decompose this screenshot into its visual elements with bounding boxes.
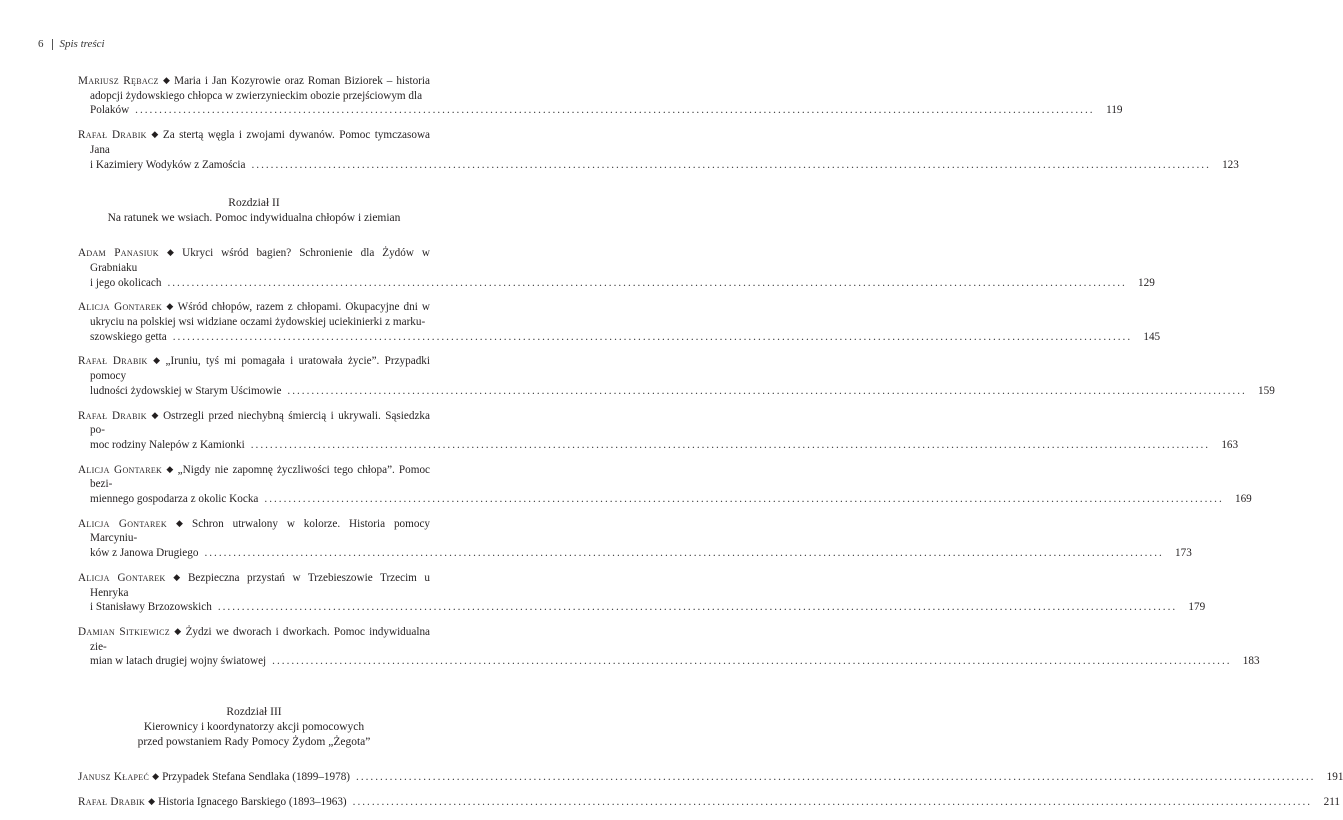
running-header bbox=[38, 38, 105, 51]
toc-entry[interactable] bbox=[78, 74, 1123, 118]
toc-section-3 bbox=[78, 770, 1343, 809]
entry-page-number: 183 bbox=[1242, 655, 1260, 668]
entry-title: Za stertą węgla i zwojami dywanów. Pomoc tymczasowa Jana bbox=[90, 129, 430, 156]
entry-title-end: i Kazimiery Wodyków z Zamościa bbox=[90, 158, 246, 171]
entry-title-end: ludności żydowskiej w Starym Uścimowie bbox=[90, 384, 282, 397]
entry-page-number: 119 bbox=[1106, 104, 1123, 117]
entry-author: Damian Sitkiewicz bbox=[78, 625, 170, 638]
entry-last-line bbox=[90, 546, 1192, 561]
chapter-heading-3 bbox=[78, 705, 430, 750]
diamond-separator-icon: ◆ bbox=[165, 463, 175, 474]
entry-title-end: moc rodziny Nalepów z Kamionki bbox=[90, 438, 245, 451]
entry-page-number: 163 bbox=[1221, 438, 1239, 451]
diamond-separator-icon: ◆ bbox=[149, 129, 160, 140]
diamond-separator-icon: ◆ bbox=[165, 301, 175, 312]
entry-page-number: 129 bbox=[1138, 276, 1155, 289]
dot-leader: ........................................................................................................................................................................................................ bbox=[217, 601, 1178, 614]
dot-leader: ........................................................................................................................................................................................................ bbox=[352, 795, 1313, 808]
page-number: 6 bbox=[38, 38, 44, 50]
entry-page-number: 173 bbox=[1175, 547, 1192, 560]
dot-leader: ........................................................................................................................................................................................................ bbox=[135, 104, 1095, 117]
dot-leader: ........................................................................................................................................................................................................ bbox=[172, 330, 1133, 343]
chapter-title: Na ratunek we wsiach. Pomoc indywidualna chłopów i ziemian bbox=[107, 212, 401, 225]
dot-leader: ........................................................................................................................................................................................................ bbox=[204, 547, 1164, 560]
entry-title-end: Historia Ignacego Barskiego (1893–1963) bbox=[158, 795, 347, 808]
chapter-subtitle: przed powstaniem Rady Pomocy Żydom „Żegota” bbox=[137, 736, 371, 749]
entry-author: Rafał Drabik bbox=[78, 795, 146, 808]
chapter-title: Kierownicy i koordynatorzy akcji pomocowych bbox=[143, 721, 365, 734]
entry-last-line bbox=[90, 438, 1239, 453]
chapter-heading-2 bbox=[78, 196, 430, 226]
toc-entry[interactable] bbox=[78, 795, 1341, 810]
entry-author: Alicja Gontarek bbox=[78, 301, 163, 314]
entry-title: Schron utrwalony w kolorze. Historia pomocy Marcyniu- bbox=[90, 517, 431, 545]
entry-page-number: 123 bbox=[1222, 158, 1239, 171]
dot-leader: ........................................................................................................................................................................................................ bbox=[287, 384, 1247, 397]
entry-last-line bbox=[90, 103, 1123, 118]
running-title: Spis treści bbox=[59, 38, 105, 50]
entry-title: Bezpieczna przystań w Trzebieszowie Trzecim u Henryka bbox=[90, 571, 431, 599]
entry-author: Rafał Drabik bbox=[78, 355, 148, 368]
entry-author: Mariusz Rębacz bbox=[78, 75, 159, 87]
dot-leader: ........................................................................................................................................................................................................ bbox=[272, 655, 1232, 668]
diamond-separator-icon: ◆ bbox=[161, 247, 180, 258]
dot-leader: ........................................................................................................................................................................................................ bbox=[167, 276, 1127, 289]
entry-page-number: 145 bbox=[1143, 330, 1161, 343]
entry-last-line bbox=[90, 492, 1252, 507]
entry-page-number: 211 bbox=[1323, 795, 1341, 808]
entry-title-end: Przypadek Stefana Sendlaka (1899–1978) bbox=[162, 771, 351, 784]
entry-title-end: szowskiego getta bbox=[90, 330, 167, 343]
toc-section-1 bbox=[78, 74, 1239, 172]
entry-author: Alicja Gontarek bbox=[78, 517, 167, 530]
dot-leader: ........................................................................................................................................................................................................ bbox=[251, 158, 1211, 171]
toc-entry[interactable] bbox=[78, 300, 1161, 344]
entry-author: Janusz Kłapeć bbox=[78, 771, 150, 784]
entry-title-end: mian w latach drugiej wojny światowej bbox=[90, 655, 267, 668]
toc-entry[interactable] bbox=[78, 517, 1192, 561]
chapter-label: Rozdział III bbox=[226, 706, 282, 719]
entry-title-end: Polaków bbox=[90, 104, 130, 117]
diamond-separator-icon: ◆ bbox=[169, 517, 190, 528]
dot-leader: ........................................................................................................................................................................................................ bbox=[356, 771, 1316, 784]
toc-entry[interactable] bbox=[78, 571, 1206, 615]
diamond-separator-icon: ◆ bbox=[149, 409, 161, 420]
table-of-contents bbox=[78, 74, 1343, 820]
entry-last-line bbox=[158, 795, 1341, 810]
entry-last-line bbox=[90, 330, 1161, 345]
entry-title: Maria i Jan Kozyrowie oraz Roman Biziorek – historia adopcji żydowskiego chłopca w zwierzynieckim obozie przejściowym dla bbox=[90, 75, 430, 102]
entry-page-number: 191 bbox=[1326, 771, 1343, 784]
entry-title: „Iruniu, tyś mi pomagała i uratowała życie”. Przypadki pomocy bbox=[90, 355, 430, 383]
entry-author: Rafał Drabik bbox=[78, 409, 147, 422]
diamond-separator-icon: ◆ bbox=[172, 625, 183, 636]
entry-title: Żydzi we dworach i dworkach. Pomoc indywidualna zie- bbox=[90, 625, 431, 653]
entry-title-end: i Stanisławy Brzozowskich bbox=[90, 601, 212, 614]
entry-last-line bbox=[90, 276, 1155, 291]
dot-leader: ........................................................................................................................................................................................................ bbox=[264, 493, 1224, 506]
toc-entry[interactable] bbox=[78, 354, 1275, 398]
toc-section-2 bbox=[78, 246, 1275, 669]
entry-author: Alicja Gontarek bbox=[78, 571, 166, 584]
entry-page-number: 179 bbox=[1188, 601, 1206, 614]
entry-last-line bbox=[90, 654, 1260, 669]
diamond-separator-icon: ◆ bbox=[168, 571, 185, 582]
chapter-label: Rozdział II bbox=[228, 197, 280, 210]
entry-title-end: miennego gospodarza z okolic Kocka bbox=[90, 493, 259, 506]
toc-entry[interactable] bbox=[78, 463, 1252, 507]
entry-last-line bbox=[90, 600, 1206, 615]
entry-title: „Nigdy nie zapomnę życzliwości tego chłopa”. Pomoc bezi- bbox=[90, 463, 431, 491]
entry-last-line bbox=[90, 158, 1239, 173]
entry-title: Ukryci wśród bagien? Schronienie dla Żydów w Grabniaku bbox=[90, 247, 430, 274]
entry-title-end: ków z Janowa Drugiego bbox=[90, 547, 199, 560]
toc-entry[interactable] bbox=[78, 625, 1260, 669]
diamond-separator-icon: ◆ bbox=[152, 771, 160, 782]
entry-author: Alicja Gontarek bbox=[78, 463, 163, 476]
toc-entry[interactable] bbox=[78, 128, 1239, 172]
diamond-separator-icon: ◆ bbox=[150, 355, 163, 366]
entry-title: Ostrzegli przed niechybną śmiercią i ukrywali. Sąsiedzka po- bbox=[90, 409, 430, 437]
entry-author: Rafał Drabik bbox=[78, 129, 147, 142]
entry-author: Adam Panasiuk bbox=[78, 247, 159, 260]
toc-entry[interactable] bbox=[78, 409, 1239, 453]
entry-page-number: 159 bbox=[1258, 384, 1275, 397]
toc-entry[interactable] bbox=[78, 246, 1155, 290]
diamond-separator-icon: ◆ bbox=[148, 795, 156, 806]
dot-leader: ........................................................................................................................................................................................................ bbox=[250, 438, 1211, 451]
entry-page-number: 169 bbox=[1234, 493, 1252, 506]
entry-last-line bbox=[90, 384, 1275, 399]
toc-entry[interactable] bbox=[78, 770, 1343, 785]
entry-last-line bbox=[162, 770, 1343, 785]
header-divider bbox=[52, 39, 53, 50]
entry-title-end: i jego okolicach bbox=[90, 276, 162, 289]
diamond-separator-icon: ◆ bbox=[161, 75, 172, 85]
entry-title: Wśród chłopów, razem z chłopami. Okupacyjne dni w ukryciu na polskiej wsi widziane oczami żydowskiej uciekinierki z marku- bbox=[90, 301, 430, 329]
